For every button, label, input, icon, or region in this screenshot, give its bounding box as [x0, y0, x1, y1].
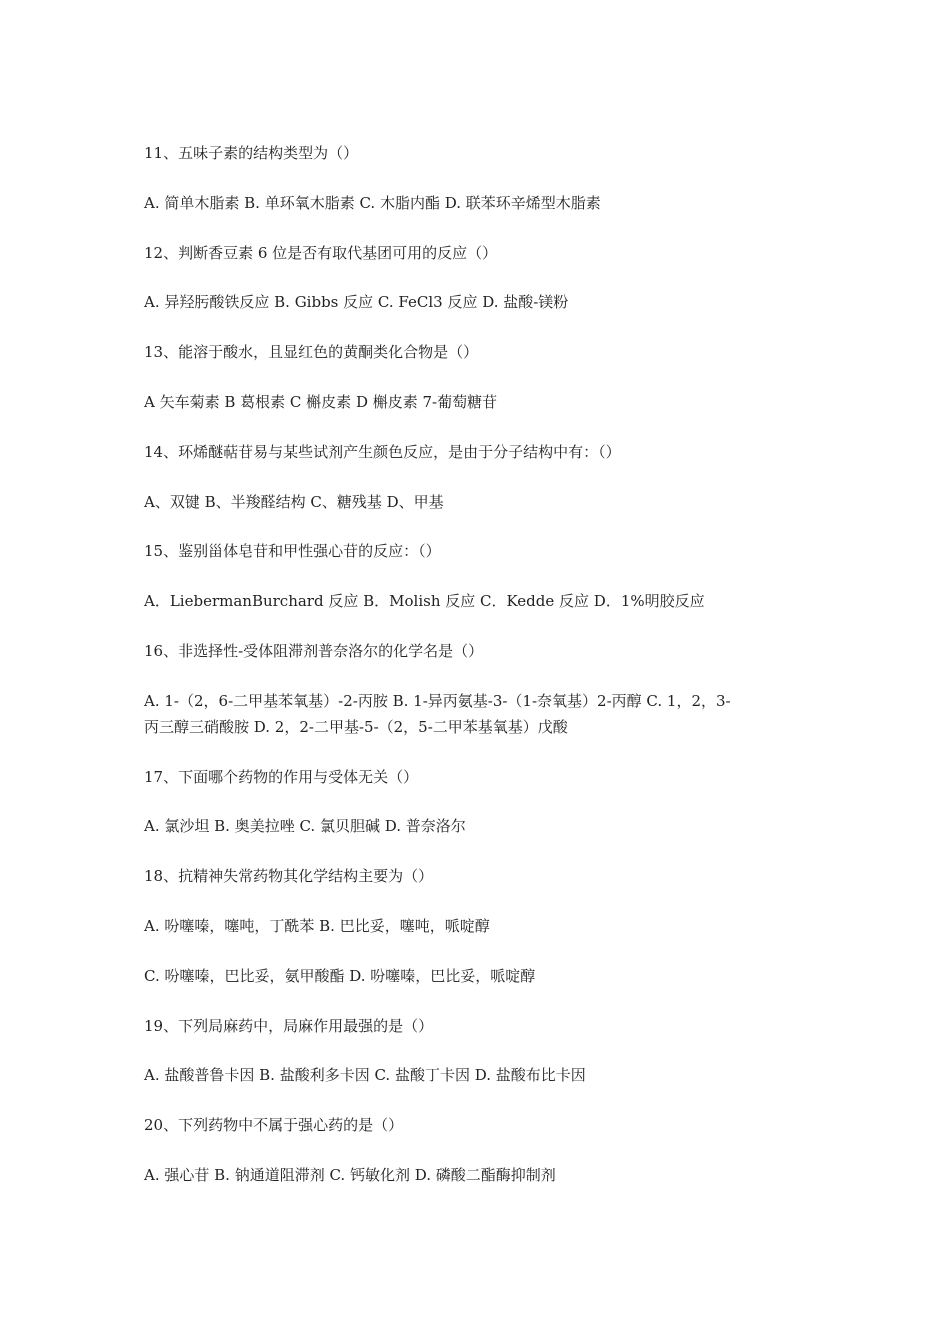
question-14-options: A、双键 B、半羧醛结构 C、糖残基 D、甲基	[144, 492, 444, 511]
question-20-options: A. 强心苷 B. 钠通道阻滞剂 C. 钙敏化剂 D. 磷酸二酯酶抑制剂	[144, 1165, 556, 1184]
question-14: 14、环烯醚萜苷易与某些试剂产生颜色反应，是由于分子结构中有：（）	[144, 442, 621, 461]
question-15-options: A．LiebermanBurchard 反应 B．Molish 反应 C．Kedde 反应 D．1%明胶反应	[144, 592, 705, 611]
question-16: 16、非选择性-受体阻滞剂普奈洛尔的化学名是（）	[144, 641, 484, 660]
question-15: 15、鉴别甾体皂苷和甲性强心苷的反应：（）	[144, 542, 441, 561]
question-19: 19、下列局麻药中，局麻作用最强的是（）	[144, 1016, 434, 1035]
question-17-options: A. 氯沙坦 B. 奥美拉唑 C. 氯贝胆碱 D. 普奈洛尔	[144, 817, 466, 836]
question-11-options: A. 简单木脂素 B. 单环氧木脂素 C. 木脂内酯 D. 联苯环辛烯型木脂素	[144, 193, 601, 212]
question-13: 13、能溶于酸水，且显红色的黄酮类化合物是（）	[144, 343, 479, 362]
question-17: 17、下面哪个药物的作用与受体无关（）	[144, 767, 419, 786]
question-16-options-line-2: 丙三醇三硝酸胺 D. 2，2-二甲基-5-（2，5-二甲苯基氧基）戊酸	[144, 717, 568, 736]
question-18: 18、抗精神失常药物其化学结构主要为（）	[144, 867, 434, 886]
question-18-options-line-2: C. 吩噻嗪，巴比妥，氨甲酸酯 D. 吩噻嗪，巴比妥，哌啶醇	[144, 966, 536, 985]
question-12: 12、判断香豆素 6 位是否有取代基团可用的反应（）	[144, 243, 498, 262]
question-11: 11、五味子素的结构类型为（）	[144, 144, 359, 162]
question-19-options: A. 盐酸普鲁卡因 B. 盐酸利多卡因 C. 盐酸丁卡因 D. 盐酸布比卡因	[144, 1066, 586, 1085]
document-content	[144, 140, 824, 1188]
question-12-options: A. 异羟肟酸铁反应 B. Gibbs 反应 C. FeCl3 反应 D. 盐酸-镁粉	[144, 293, 569, 312]
question-20: 20、下列药物中不属于强心药的是（）	[144, 1116, 404, 1135]
question-13-options: A 矢车菊素 B 葛根素 C 槲皮素 D 槲皮素 7-葡萄糖苷	[144, 392, 498, 411]
question-16-options-line-1: A. 1-（2，6-二甲基苯氧基）-2-丙胺 B. 1-异丙氨基-3-（1-奈氧基）2-丙醇 C. 1，2，3-	[144, 691, 731, 710]
question-18-options-line-1: A. 吩噻嗪，噻吨，丁酰苯 B. 巴比妥，噻吨，哌啶醇	[144, 916, 490, 935]
